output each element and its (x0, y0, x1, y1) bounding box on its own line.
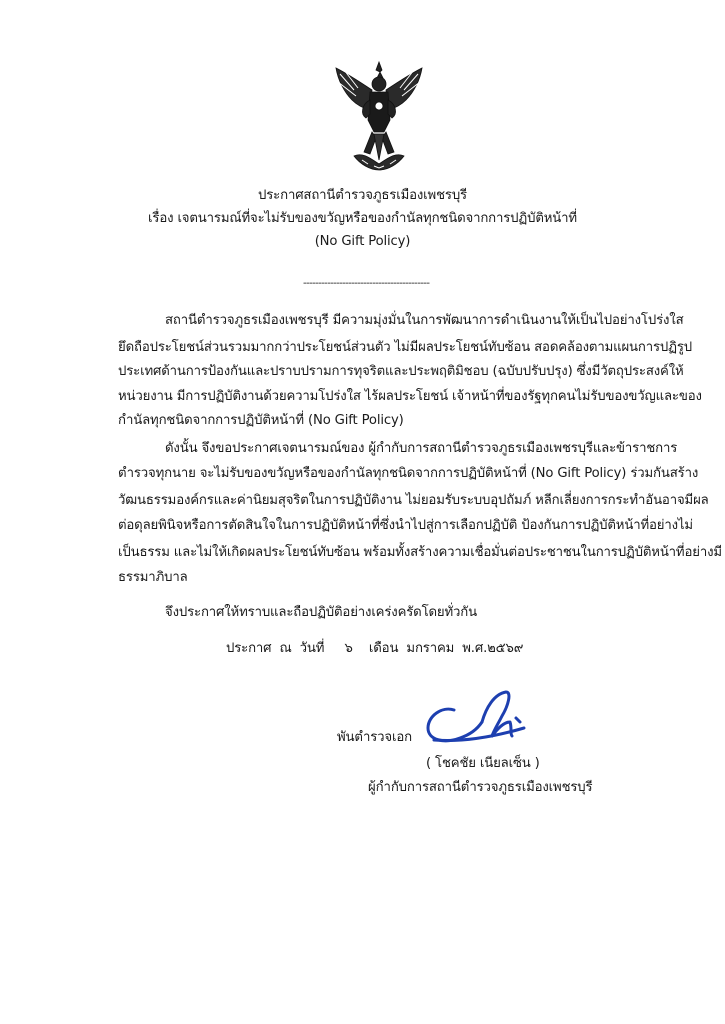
paragraph2-line: วัฒนธรรมองค์กรและค่านิยมสุจริตในการปฏิบัติงาน ไม่ยอมรับระบบอุปถัมภ์ หลีกเลี่ยงการกระทำอันอาจมีผล (118, 493, 709, 508)
announcement-subject: เรื่อง เจตนารมณ์ที่จะไม่รับของขวัญหรือของกำนัลทุกชนิดจากการปฏิบัติหน้าที่ (148, 211, 577, 226)
signer-rank: พันตำรวจเอก (337, 730, 412, 745)
paragraph2-line: เป็นธรรม และไม่ให้เกิดผลประโยชน์ทับซ้อน พร้อมทั้งสร้างความเชื่อมั่นต่อประชาชนในการปฏิบัติหน้าที่อย่างมี (118, 545, 722, 560)
paragraph1-line: ประเทศด้านการป้องกันและปราบปรามการทุจริตและประพฤติมิชอบ (ฉบับปรับปรุง) ซึ่งมีวัตถุประสงค์ให้ (118, 364, 684, 379)
date-line: ประกาศ ณ วันที่ ๖ เดือน มกราคม พ.ศ.๒๕๖๙ (226, 641, 524, 656)
separator-line: ------------------------------------------ (303, 278, 430, 289)
garuda-emblem-icon (330, 60, 428, 172)
paragraph1-line: ยึดถือประโยชน์ส่วนรวมมากกว่าประโยชน์ส่วนตัว ไม่มีผลประโยชน์ทับซ้อน สอดคล้องตามแผนการปฏิรูป (118, 340, 693, 355)
handwritten-signature-icon (420, 688, 530, 750)
paragraph2-line: ตำรวจทุกนาย จะไม่รับของขวัญหรือของกำนัลทุกชนิดจากการปฏิบัติหน้าที่ (No Gift Policy) ร่วมกันสร้าง (118, 466, 699, 481)
signer-position: ผู้กำกับการสถานีตำรวจภูธรเมืองเพชรบุรี (368, 780, 593, 795)
paragraph1-line: กำนัลทุกชนิดจากการปฏิบัติหน้าที่ (No Gift Policy) (118, 413, 404, 428)
paragraph2-line: ดังนั้น จึงขอประกาศเจตนารมณ์ของ ผู้กำกับการสถานีตำรวจภูธรเมืองเพชรบุรีและข้าราชการ (165, 441, 678, 456)
paragraph1-line: สถานีตำรวจภูธรเมืองเพชรบุรี มีความมุ่งมั่นในการพัฒนาการดำเนินงานให้เป็นไปอย่างโปร่งใส (165, 313, 684, 328)
paragraph2-line: ธรรมาภิบาล (118, 570, 188, 585)
closing-statement: จึงประกาศให้ทราบและถือปฏิบัติอย่างเคร่งครัดโดยทั่วกัน (165, 605, 478, 620)
signer-name: ( โชคชัย เนียลเซ็น ) (426, 756, 540, 771)
policy-name: (No Gift Policy) (314, 234, 411, 249)
announcement-title: ประกาศสถานีตำรวจภูธรเมืองเพชรบุรี (258, 188, 467, 203)
paragraph2-line: ต่อดุลยพินิจหรือการตัดสินใจในการปฏิบัติหน้าที่ซึ่งนำไปสู่การเลือกปฏิบัติ ป้องกันการปฏิบัติหน้าที่อย่างไม่ (118, 518, 693, 533)
paragraph1-line: หน่วยงาน มีการปฏิบัติงานด้วยความโปร่งใส ไร้ผลประโยชน์ เจ้าหน้าที่ของรัฐทุกคนไม่รับของขวัญและของ (118, 389, 702, 404)
